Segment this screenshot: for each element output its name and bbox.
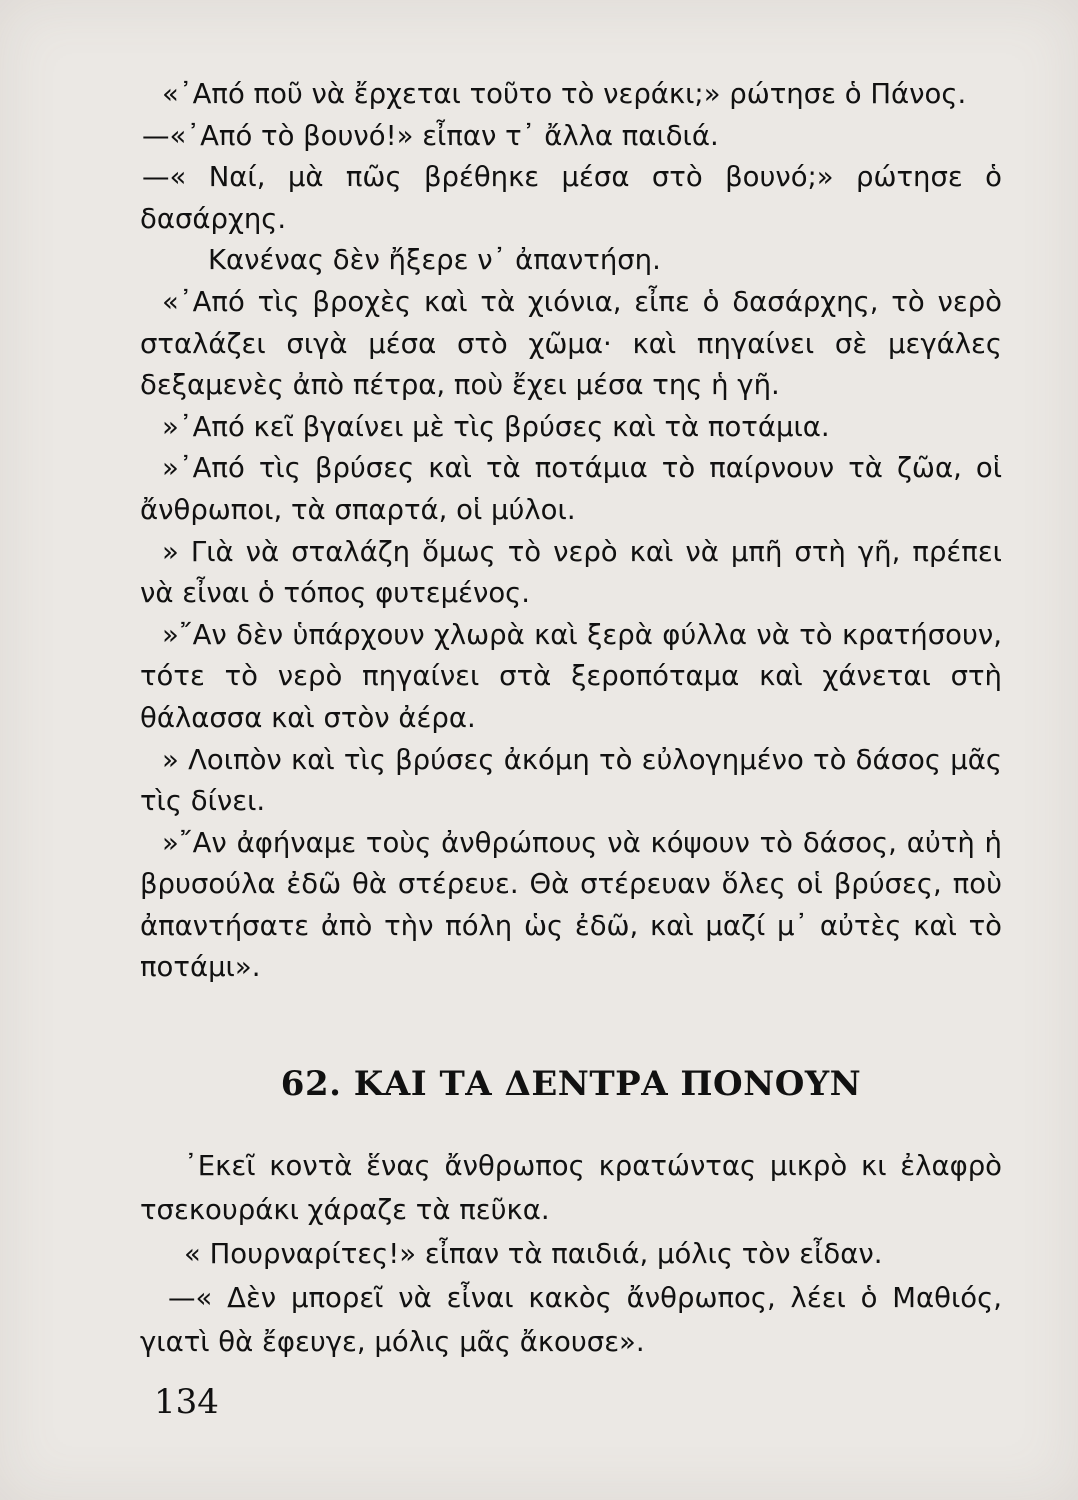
paragraph: —« Ναί, μὰ πῶς βρέθηκε μέσα στὸ βουνό;» ρώτησε ὁ δασάρχης. xyxy=(140,161,1002,235)
chapter-title: 62. ΚΑΙ ΤΑ ΔΕΝΤΡΑ ΠΟΝΟΥΝ xyxy=(280,1064,862,1104)
paragraph: » Λοιπὸν καὶ τὶς βρύσες ἀκόμη τὸ εὐλογημένο τὸ δάσος μᾶς τὶς δίνει. xyxy=(140,743,1002,818)
paragraph: «᾿Από τὶς βροχὲς καὶ τὰ χιόνια, εἶπε ὁ δασάρχης, τὸ νερὸ σταλάζει σιγὰ μέσα στὸ χῶμα· καὶ πηγαίνει σὲ μεγάλες δεξαμενὲς ἀπὸ πέτρα, ποὺ ἔχει μέσα της ἡ γῆ. xyxy=(140,285,1002,402)
paragraph: ᾿Εκεῖ κοντὰ ἕνας ἄνθρωπος κρατώντας μικρὸ κι ἐλαφρὸ τσεκουράκι χάραζε τὰ πεῦκα. xyxy=(140,1150,1002,1226)
page-number: 134 xyxy=(154,1382,219,1422)
paragraph: « Πουρναρίτες!» εἶπαν τὰ παιδιά, μόλις τὸν εἶδαν. xyxy=(184,1238,883,1270)
paragraph: —« Δὲν μπορεῖ νὰ εἶναι κακὸς ἄνθρωπος, λέει ὁ Μαθιός, γιατὶ θὰ ἔφευγε, μόλις μᾶς ἄκουσε». xyxy=(140,1282,1002,1358)
paragraph: »῎Αν δὲν ὑπάρχουν χλωρὰ καὶ ξερὰ φύλλα νὰ τὸ κρατήσουν, τότε τὸ νερὸ πηγαίνει στὰ ξεροπόταμα καὶ χάνεται στὴ θάλασσα καὶ στὸν ἀέρα. xyxy=(140,618,1002,734)
paragraph: Κανένας δὲν ἤξερε ν᾿ ἀπαντήση. xyxy=(208,244,661,277)
chapter-62-text xyxy=(140,1144,1002,1364)
paragraph: »῎Αν ἀφήναμε τοὺς ἀνθρώπους νὰ κόψουν τὸ δάσος, αὐτὴ ἡ βρυσούλα ἐδῶ θὰ στέρευε. Θὰ στέρευαν ὅλες οἱ βρύσες, ποὺ ἀπαντήσατε ἀπὸ τὴν πόλη ὡς ἐδῶ, καὶ μαζί μ᾿ αὐτὲς καὶ τὸ ποτάμι». xyxy=(140,826,1002,984)
paragraph: » Γιὰ νὰ σταλάζη ὅμως τὸ νερὸ καὶ νὰ μπῆ στὴ γῆ, πρέπει νὰ εἶναι ὁ τόπος φυτεμένος. xyxy=(140,535,1002,610)
chapter-61-text xyxy=(140,74,1002,989)
paragraph: »᾿Από τὶς βρύσες καὶ τὰ ποτάμια τὸ παίρνουν τὰ ζῶα, οἱ ἄνθρωποι, τὰ σπαρτά, οἱ μύλοι. xyxy=(140,452,1002,526)
paragraph: »᾿Από κεῖ βγαίνει μὲ τὶς βρύσες καὶ τὰ ποτάμια. xyxy=(162,410,830,443)
paragraph: «᾿Από ποῦ νὰ ἔρχεται τοῦτο τὸ νεράκι;» ρώτησε ὁ Πάνος. xyxy=(162,78,967,110)
paragraph: —«᾿Από τὸ βουνό!» εἶπαν τ᾿ ἄλλα παιδιά. xyxy=(142,119,719,152)
